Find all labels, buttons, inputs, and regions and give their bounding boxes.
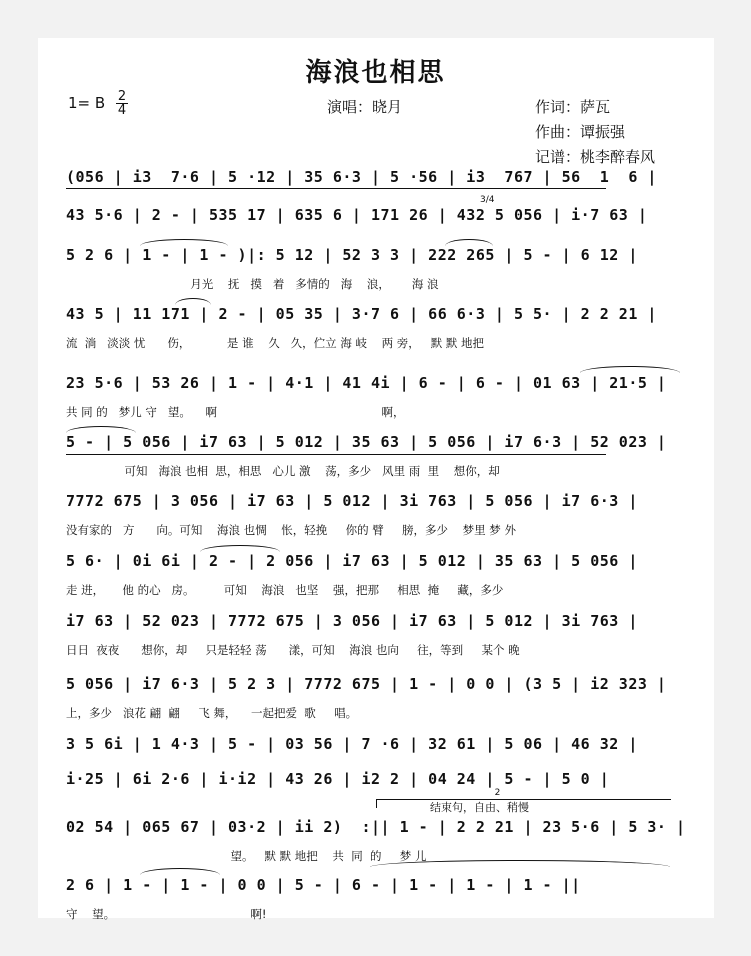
slur-mark	[140, 868, 220, 875]
slur-mark	[370, 860, 670, 867]
slur-mark	[175, 298, 211, 305]
notation-line: (056 | i3 7·6 | 5 ·12 | 35 6·3 | 5 ·56 | i3 767 | 56 1 6 |	[66, 168, 657, 186]
lyrics-line: 流 淌 淡淡 忧 伤， 是 谁 久 久，伫立 海 岐 两 旁， 默 默 地把	[66, 336, 485, 350]
notation-line: 43 5 | 11 171 | 2 - | 05 35 | 3·7 6 | 66 6·3 | 5 5· | 2 2 21 |	[66, 305, 657, 323]
notation-line: 3 5 6i | 1 4·3 | 5 - | 03 56 | 7 ·6 | 32 61 | 5 06 | 46 32 |	[66, 735, 638, 753]
score-row-4	[66, 305, 686, 350]
score-row-10	[66, 675, 686, 720]
meter-change-mark: 3/4	[480, 195, 495, 205]
singer-credit: 演唱：晓月	[327, 98, 403, 116]
time-signature	[116, 90, 128, 117]
notation-line: 23 5·6 | 53 26 | 1 - | 4·1 | 41 4i | 6 - | 6 - | 01 63 | 21·5 |	[66, 374, 667, 392]
beam-line	[66, 454, 606, 455]
score-row-9	[66, 612, 686, 657]
score-row-5	[66, 374, 686, 419]
lyricist-credit: 作词：萨瓦	[535, 98, 611, 116]
lyrics-line: 共 同 的 梦儿 守 望。 啊 啊，	[66, 405, 405, 419]
notation-line: 02 54 | 065 67 | 03·2 | ii 2) :|| 1 - | 2 2 21 | 23 5·6 | 5 3· |	[66, 818, 686, 836]
time-signature-bottom: 4	[117, 103, 127, 118]
slur-mark	[580, 366, 680, 373]
notation-line: 5 056 | i7 6·3 | 5 2 3 | 7772 675 | 1 - | 0 0 | (3 5 | i2 323 |	[66, 675, 667, 693]
score-row-14	[66, 876, 686, 921]
notation-line: 5 2 6 | 1 - | 1 - )|: 5 12 | 52 3 3 | 222 265 | 5 - | 6 12 |	[66, 246, 638, 264]
song-title: 海浪也相思	[305, 58, 446, 88]
score-row-11	[66, 735, 686, 763]
score-row-2	[66, 195, 686, 234]
slur-mark	[66, 426, 136, 433]
lyrics-line: 月光 抚 摸 着 多情的 海 浪， 海 浪	[66, 277, 439, 291]
transcriber-credit: 记谱：桃李醉春风	[535, 148, 656, 166]
score-row-8	[66, 552, 686, 597]
slur-mark	[140, 239, 228, 246]
lyrics-line: 没有家的 方 向。可知 海浪 也惆 怅，轻挽 你的 臂 膀，多少 梦里 梦 外	[66, 523, 516, 537]
score-row-6	[66, 433, 686, 478]
composer-credit: 作曲：谭振强	[535, 123, 626, 141]
score-row-13	[66, 818, 686, 863]
notation-line: 43 5·6 | 2 - | 535 17 | 635 6 | 171 26 | 432 5 056 | i·7 63 |	[66, 206, 648, 224]
lyrics-line: 走 进， 他 的心 房。 可知 海浪 也坚 强，把那 相思 掩 藏，多少	[66, 583, 504, 597]
slur-mark	[445, 239, 493, 246]
key-signature: 1= B	[68, 94, 106, 112]
slur-mark	[200, 545, 280, 552]
notation-line: i·25 | 6i 2·6 | i·i2 | 43 26 | i2 2 | 04 24 | 5 - | 5 0 |	[66, 770, 610, 788]
lyrics-line: 上，多少 浪花 翩 翩 飞 舞， 一起把爱 歌 唱。	[66, 706, 358, 720]
ending-instruction: 结束句，自由、稍慢	[430, 801, 529, 814]
lyrics-line: 日日 夜夜 想你，却 只是轻轻 荡 漾，可知 海浪 也向 往，等到 某个 晚	[66, 643, 520, 657]
score-row-1	[66, 168, 686, 196]
time-signature-top: 2	[117, 89, 127, 104]
lyrics-line: 望。 默 默 地把 共 同 的 梦 儿	[66, 849, 427, 863]
notation-line: 5 - | 5 056 | i7 63 | 5 012 | 35 63 | 5 056 | i7 6·3 | 52 023 |	[66, 433, 667, 451]
beam-line	[66, 188, 606, 189]
notation-line: 7772 675 | 3 056 | i7 63 | 5 012 | 3i 763 | 5 056 | i7 6·3 |	[66, 492, 638, 510]
score-row-12	[66, 770, 686, 798]
lyrics-line: 守 望。 啊!	[66, 907, 267, 921]
score-row-7	[66, 492, 686, 537]
volta-bracket-2: 2	[376, 799, 671, 808]
notation-line: 2 6 | 1 - | 1 - | 0 0 | 5 - | 6 - | 1 - | 1 - | 1 - ||	[66, 876, 581, 894]
score-row-3	[66, 246, 686, 291]
lyrics-line: 可知 海浪 也相 思，相思 心儿 激 荡，多少 风里 雨 里 想你，却	[66, 464, 500, 478]
notation-line: 5 6· | 0i 6i | 2 - | 2 056 | i7 63 | 5 012 | 35 63 | 5 056 |	[66, 552, 638, 570]
notation-line: i7 63 | 52 023 | 7772 675 | 3 056 | i7 63 | 5 012 | 3i 763 |	[66, 612, 638, 630]
